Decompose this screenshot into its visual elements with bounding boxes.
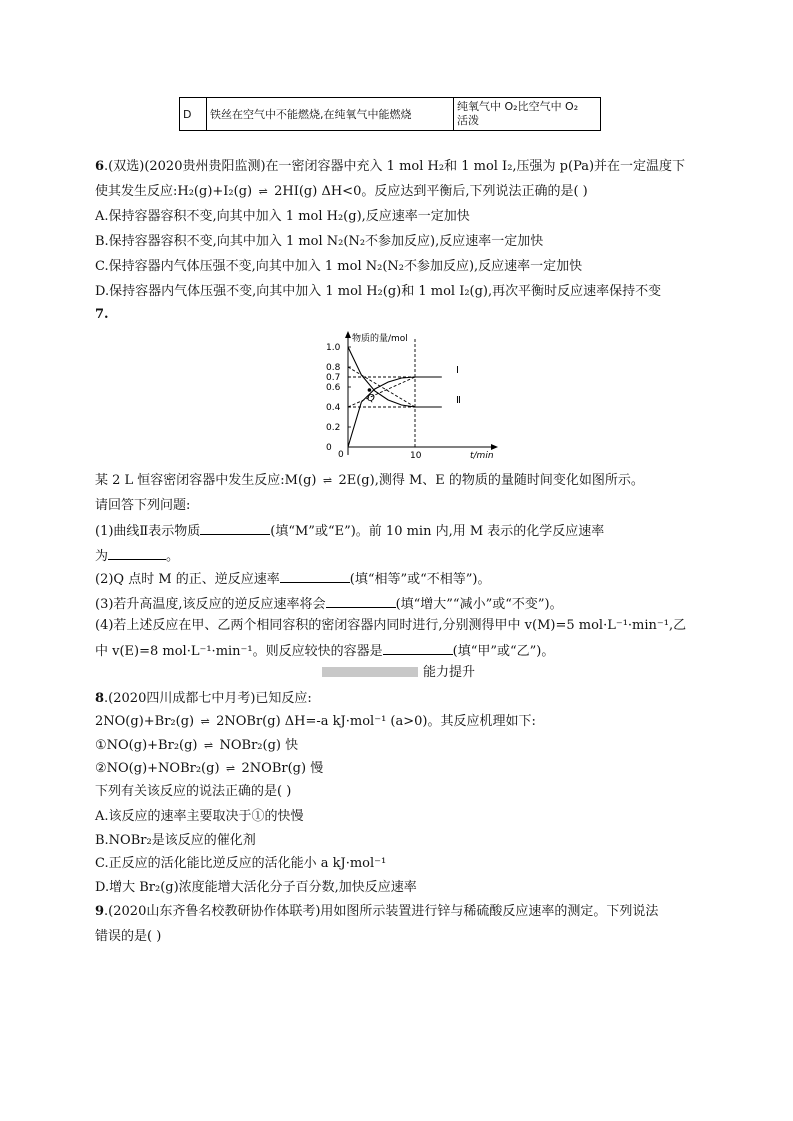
series-label-ii: Ⅱ <box>456 395 461 406</box>
x-axis-label: t/min <box>470 451 494 461</box>
series-line-i <box>348 377 442 447</box>
q6-option-c: C.保持容器内气体压强不变,向其中加入 1 mol N₂(N₂不参加反应),反应速率一定加快 <box>95 259 583 274</box>
y-tick-label: 0.2 <box>326 423 341 433</box>
x-tick-0: 0 <box>338 450 344 460</box>
equilibrium-arrow-icon: ⇌ <box>203 739 214 752</box>
section-title: 能力提升 <box>423 665 476 680</box>
q9-line-2: 错误的是( ) <box>95 929 162 944</box>
q7-p3-text-b: (填“增大”“减小”或“不变”)。 <box>395 597 563 612</box>
y-axis-label: 物质的量/mol <box>352 334 408 344</box>
q7-p2-text-a: (2)Q 点时 M 的正、逆反应速率 <box>95 572 280 587</box>
q8-step1-right: NOBr₂(g) 快 <box>219 738 299 753</box>
options-table <box>179 97 601 131</box>
x-tick-10: 10 <box>410 451 422 461</box>
reason-line-1: 纯氧气中 O₂比空气中 O₂ <box>457 100 579 113</box>
table-cell-letter: D <box>180 98 207 131</box>
table-row <box>180 98 601 131</box>
q8-option-d: D.增大 Br₂(g)浓度能增大活化分子百分数,加快反应速率 <box>95 880 417 895</box>
q7-number-value: 7 <box>95 307 105 322</box>
q7-p4-text-b: 中 v(E)=8 mol·L⁻¹·min⁻¹。则反应较快的容器是 <box>95 644 383 659</box>
y-tick-label: 0.7 <box>326 373 341 383</box>
answer-blank-1[interactable] <box>200 520 270 535</box>
q7-p4-text-c: (填“甲”或“乙”)。 <box>452 644 555 659</box>
q8-option-a: A.该反应的速率主要取决于①的快慢 <box>95 809 304 824</box>
equilibrium-arrow-icon: ⇌ <box>258 185 268 198</box>
equilibrium-arrow-icon: ⇌ <box>225 762 236 775</box>
q7-p2-text-b: (填“相等”或“不相等”)。 <box>349 572 491 587</box>
q9-text-1: .(2020山东齐鲁名校教研协作体联考)用如图所示装置进行锌与稀硫酸反应速率的测定。下列说法 <box>104 904 659 919</box>
q9-line-1 <box>95 903 658 921</box>
q7-number: 7. <box>95 307 109 322</box>
q8-option-c: C.正反应的活化能比逆反应的活化能小 a kJ·mol⁻¹ <box>95 856 387 871</box>
q6-reaction-right: 2HI(g) ΔH<0。反应达到平衡后,下列说法正确的是( ) <box>274 184 588 199</box>
q-point-label: Q <box>367 393 375 404</box>
q6-option-d: D.保持容器内气体压强不变,向其中加入 1 mol H₂(g)和 1 mol I₂(g),再次平衡时反应速率保持不变 <box>95 284 662 299</box>
q7-p1-text-b: (填“M”或“E”)。前 10 min 内,用 M 表示的化学反应速率 <box>270 524 605 539</box>
q-dash-line-2 <box>348 377 415 407</box>
y-tick-label: 0.6 <box>326 383 341 393</box>
series-label-i: Ⅰ <box>456 365 459 376</box>
q8-step2-right: 2NOBr(g) 慢 <box>241 761 324 776</box>
q6-line-2 <box>95 183 588 201</box>
q7-part-3 <box>95 593 563 614</box>
q8-prompt: 下列有关该反应的说法正确的是( ) <box>95 784 292 799</box>
q6-number: 6 <box>95 159 105 174</box>
answer-blank-3[interactable] <box>280 568 350 583</box>
answer-blank-5[interactable] <box>383 640 453 655</box>
q7-part-1-cont <box>95 545 179 566</box>
y-axis-arrow-icon <box>345 331 351 338</box>
y-tick-label: 1.0 <box>326 343 341 353</box>
q-point <box>368 388 372 392</box>
q7-part-1 <box>95 520 604 541</box>
q-dash-line-1 <box>348 367 415 407</box>
q7-p1-text-c: 为 <box>95 549 109 564</box>
x-axis-arrow-icon <box>491 444 498 450</box>
q6-option-b: B.保持容器容积不变,向其中加入 1 mol N₂(N₂不参加反应),反应速率一定加快 <box>95 234 544 249</box>
answer-blank-2[interactable] <box>108 545 166 560</box>
q8-step1-left: ①NO(g)+Br₂(g) <box>95 738 198 753</box>
q8-text-1: .(2020四川成都七中月考)已知反应: <box>104 691 312 706</box>
y-tick-label: 0 <box>326 443 332 453</box>
q7-part-4-cont <box>95 640 554 661</box>
q7-intro <box>95 472 644 490</box>
answer-blank-4[interactable] <box>326 593 396 608</box>
q7-intro-left: 某 2 L 恒容密闭容器中发生反应:M(g) <box>95 473 317 488</box>
q7-part-4: (4)若上述反应在甲、乙两个相同容积的密闭容器内同时进行,分别测得甲中 v(M)=5 mol·L⁻¹·min⁻¹,乙 <box>95 618 687 633</box>
q8-step-2 <box>95 760 323 778</box>
reason-line-2: 活泼 <box>457 114 479 127</box>
q6-line-1 <box>95 158 685 176</box>
q6-text-1: .(双选)(2020贵州贵阳监测)在一密闭容器中充入 1 mol H₂和 1 mol I₂,压强为 p(Pa)并在一定温度下 <box>104 159 686 174</box>
q6-reaction-left: 使其发生反应:H₂(g)+I₂(g) <box>95 184 253 199</box>
q6-option-a: A.保持容器容积不变,向其中加入 1 mol H₂(g),反应速率一定加快 <box>95 209 470 224</box>
q8-option-b: B.NOBr₂是该反应的催化剂 <box>95 833 256 848</box>
q8-eq-left: 2NO(g)+Br₂(g) <box>95 714 195 729</box>
q7-p1-text-d: 。 <box>166 549 180 564</box>
q7-chart <box>318 327 503 462</box>
y-tick-label: 0.4 <box>326 403 341 413</box>
q8-eq-right: 2NOBr(g) ΔH=-a kJ·mol⁻¹ (a>0)。其反应机理如下: <box>216 714 536 729</box>
q8-equation <box>95 713 536 731</box>
section-bar <box>322 667 418 677</box>
q8-step2-left: ②NO(g)+NOBr₂(g) <box>95 761 220 776</box>
y-tick-label: 0.8 <box>326 363 341 373</box>
q8-step-1 <box>95 737 298 755</box>
table-cell-phenomenon: 铁丝在空气中不能燃烧,在纯氧气中能燃烧 <box>207 98 454 131</box>
table-cell-reason <box>454 98 601 131</box>
q7-p3-text-a: (3)若升高温度,该反应的逆反应速率将会 <box>95 597 326 612</box>
equilibrium-arrow-icon: ⇌ <box>322 474 333 487</box>
q7-p1-text-a: (1)曲线Ⅱ表示物质 <box>95 524 201 539</box>
q8-line-1 <box>95 690 312 708</box>
q9-number: 9 <box>95 904 105 919</box>
equilibrium-arrow-icon: ⇌ <box>200 715 210 728</box>
q8-number: 8 <box>95 691 105 706</box>
q7-prompt: 请回答下列问题: <box>95 498 191 513</box>
q7-part-2 <box>95 568 491 589</box>
q7-intro-right: 2E(g),测得 M、E 的物质的量随时间变化如图所示。 <box>338 473 644 488</box>
